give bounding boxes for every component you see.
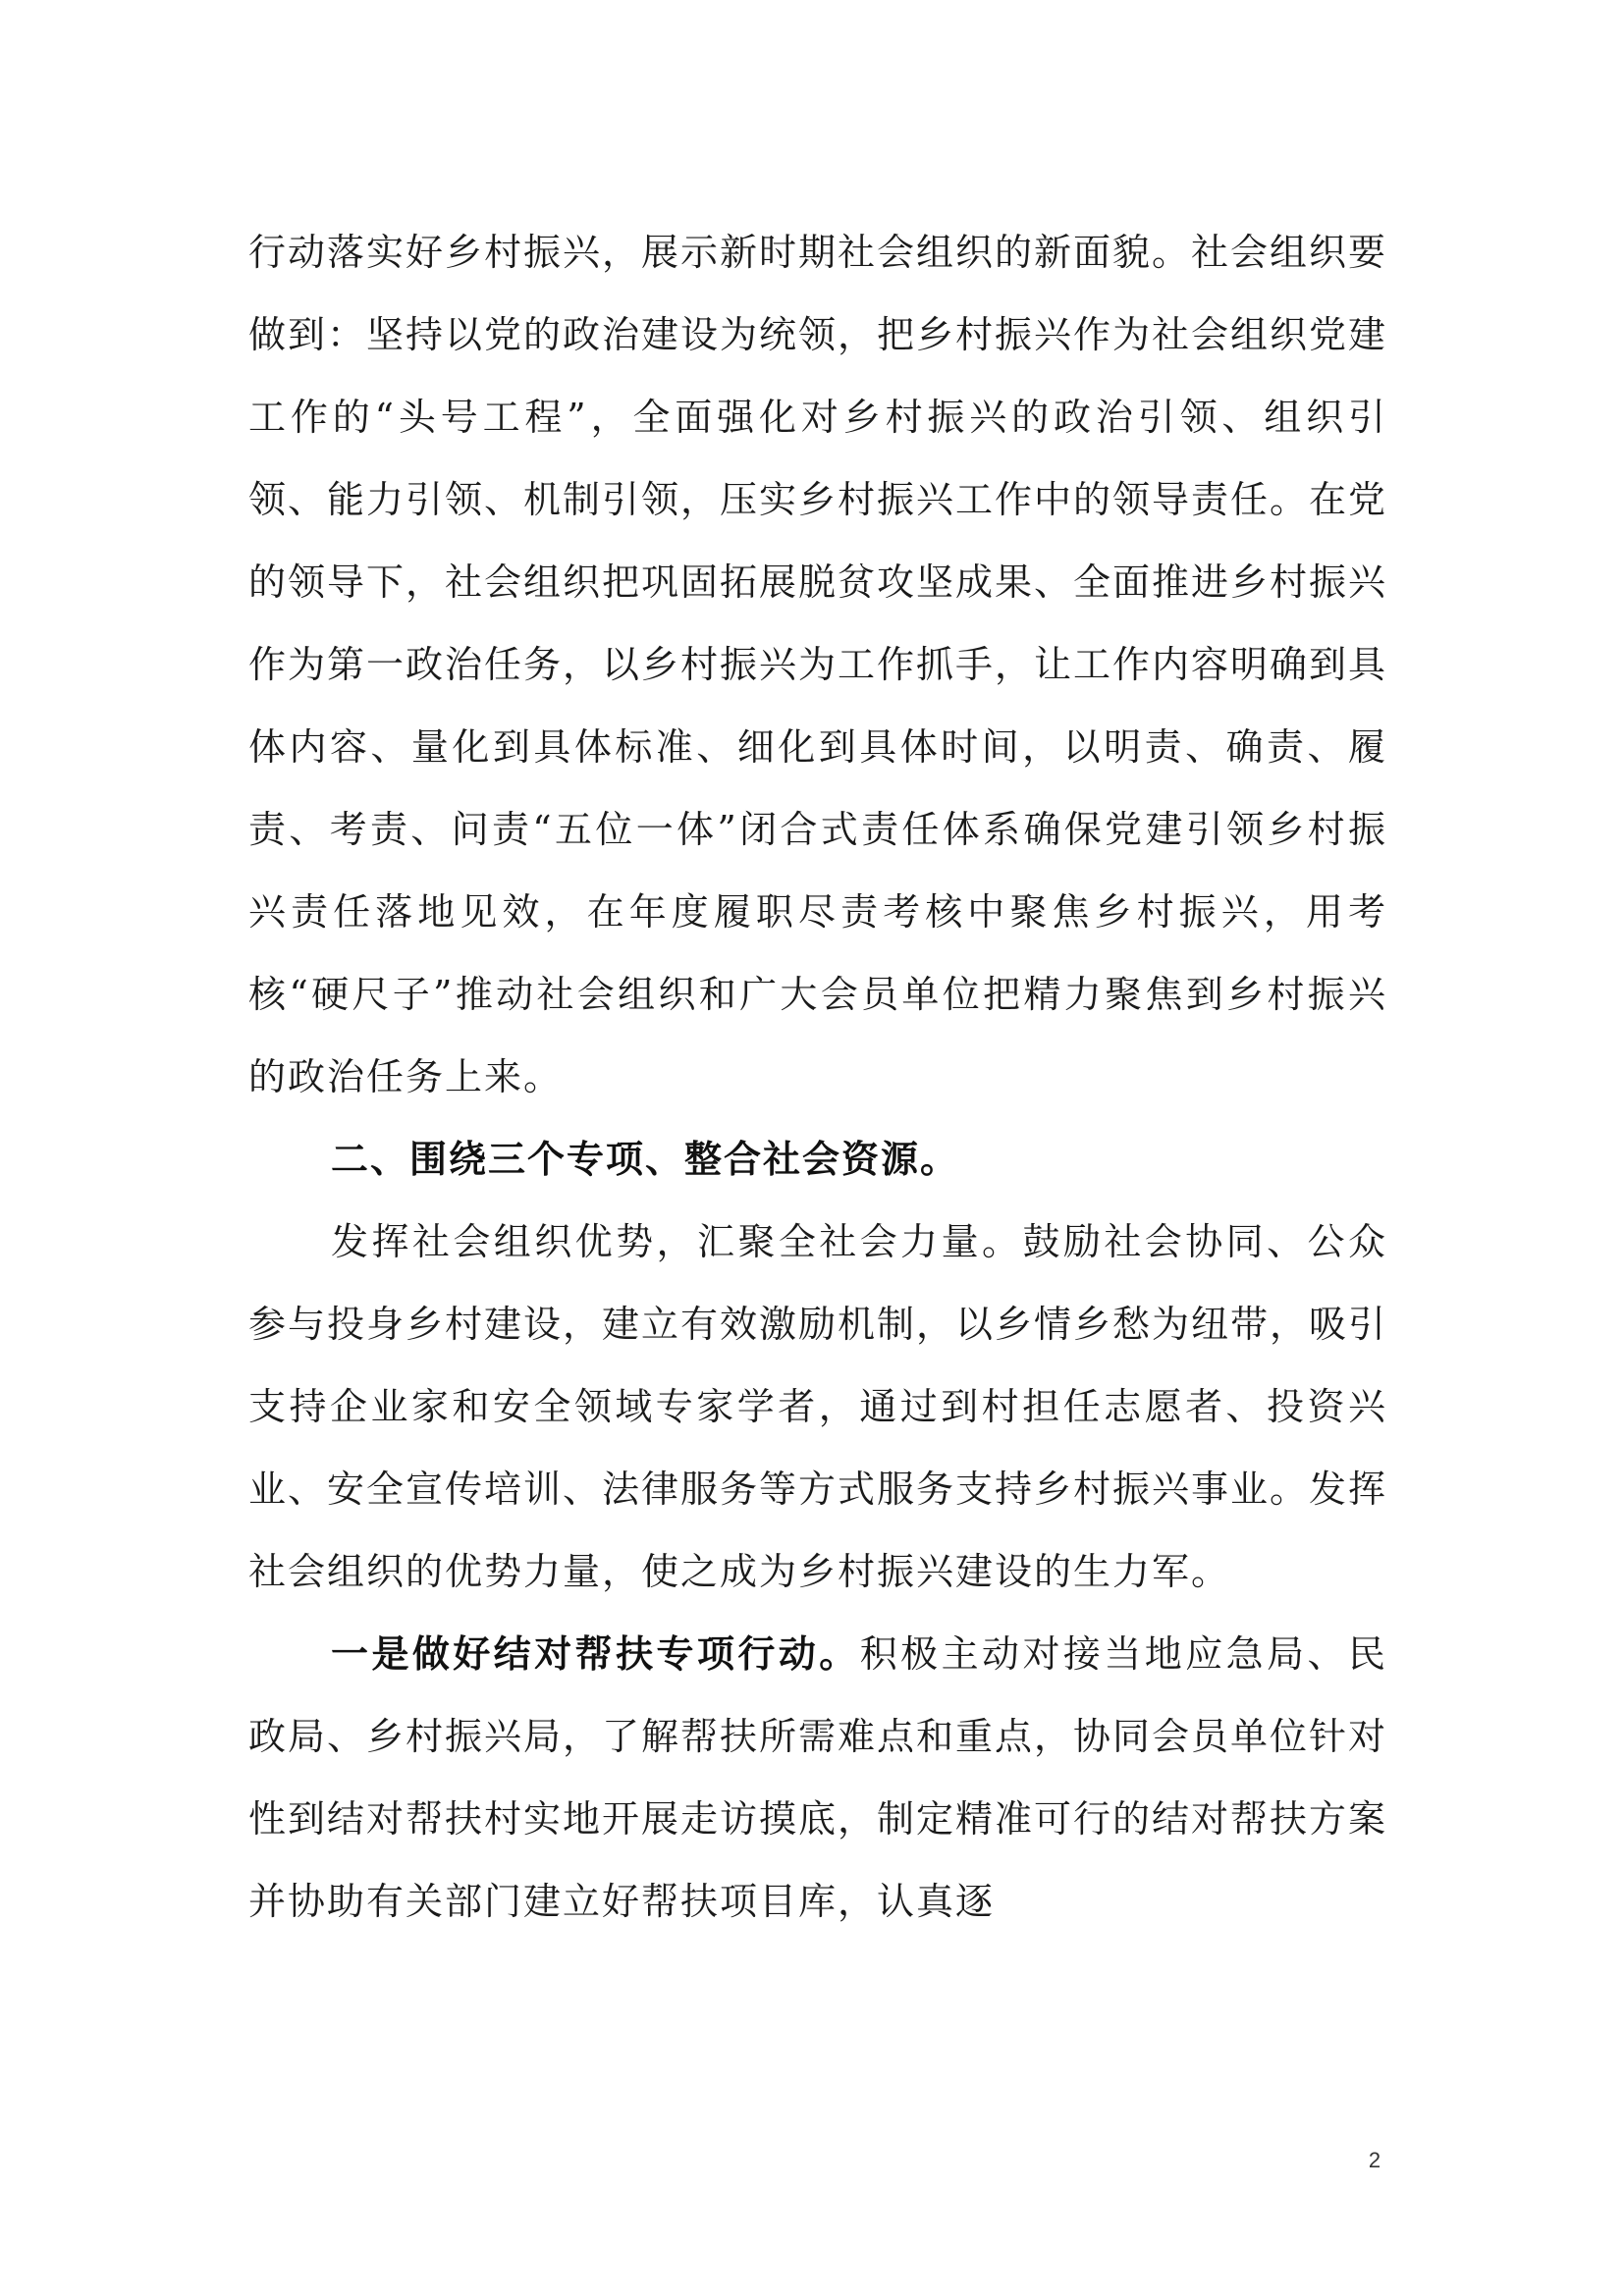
paragraph-continued: 行动落实好乡村振兴，展示新时期社会组织的新面貌。社会组织要做到：坚持以党的政治建设为统领，把乡村振兴作为社会组织党建工作的“头号工程”，全面强化对乡村振兴的政治引领、组织引领、能力引领、机制引领，压实乡村振兴工作中的领导责任。在党的领导下，社会组织把巩固拓展脱贫攻坚成果、全面推进乡村振兴作为第一政治任务，以乡村振兴为工作抓手，让工作内容明确到具体内容、量化到具体标准、细化到具体时间，以明责、确责、履责、考责、问责“五位一体”闭合式责任体系确保党建引领乡村振兴责任落地见效，在年度履职尽责考核中聚焦乡村振兴，用考核“硬尺子”推动社会组织和广大会员单位把精力聚焦到乡村振兴的政治任务上来。 [248, 231, 1388, 1098]
paragraph-body-text: 积极主动对接当地应急局、民政局、乡村振兴局，了解帮扶所需难点和重点，协同会员单位针对性到结对帮扶村实地开展走访摸底，制定精准可行的结对帮扶方案并协助有关部门建立好帮扶项目库，认真逐 [248, 1632, 1388, 1923]
page-number: 2 [1368, 2148, 1381, 2172]
paragraph-pairing-assistance [248, 1613, 1387, 1943]
section-heading: 二、围绕三个专项、整合社会资源。 [331, 1138, 960, 1181]
paragraph-lead-phrase: 一是做好结对帮扶专项行动。 [331, 1632, 860, 1676]
document-body [248, 211, 1387, 1943]
paragraph-social-resources: 发挥社会组织优势，汇聚全社会力量。鼓励社会协同、公众参与投身乡村建设，建立有效激励机制，以乡情乡愁为纽带，吸引支持企业家和安全领域专家学者，通过到村担任志愿者、投资兴业、安全宣传培训、法律服务等方式服务支持乡村振兴事业。发挥社会组织的优势力量，使之成为乡村振兴建设的生力军。 [248, 1220, 1388, 1593]
